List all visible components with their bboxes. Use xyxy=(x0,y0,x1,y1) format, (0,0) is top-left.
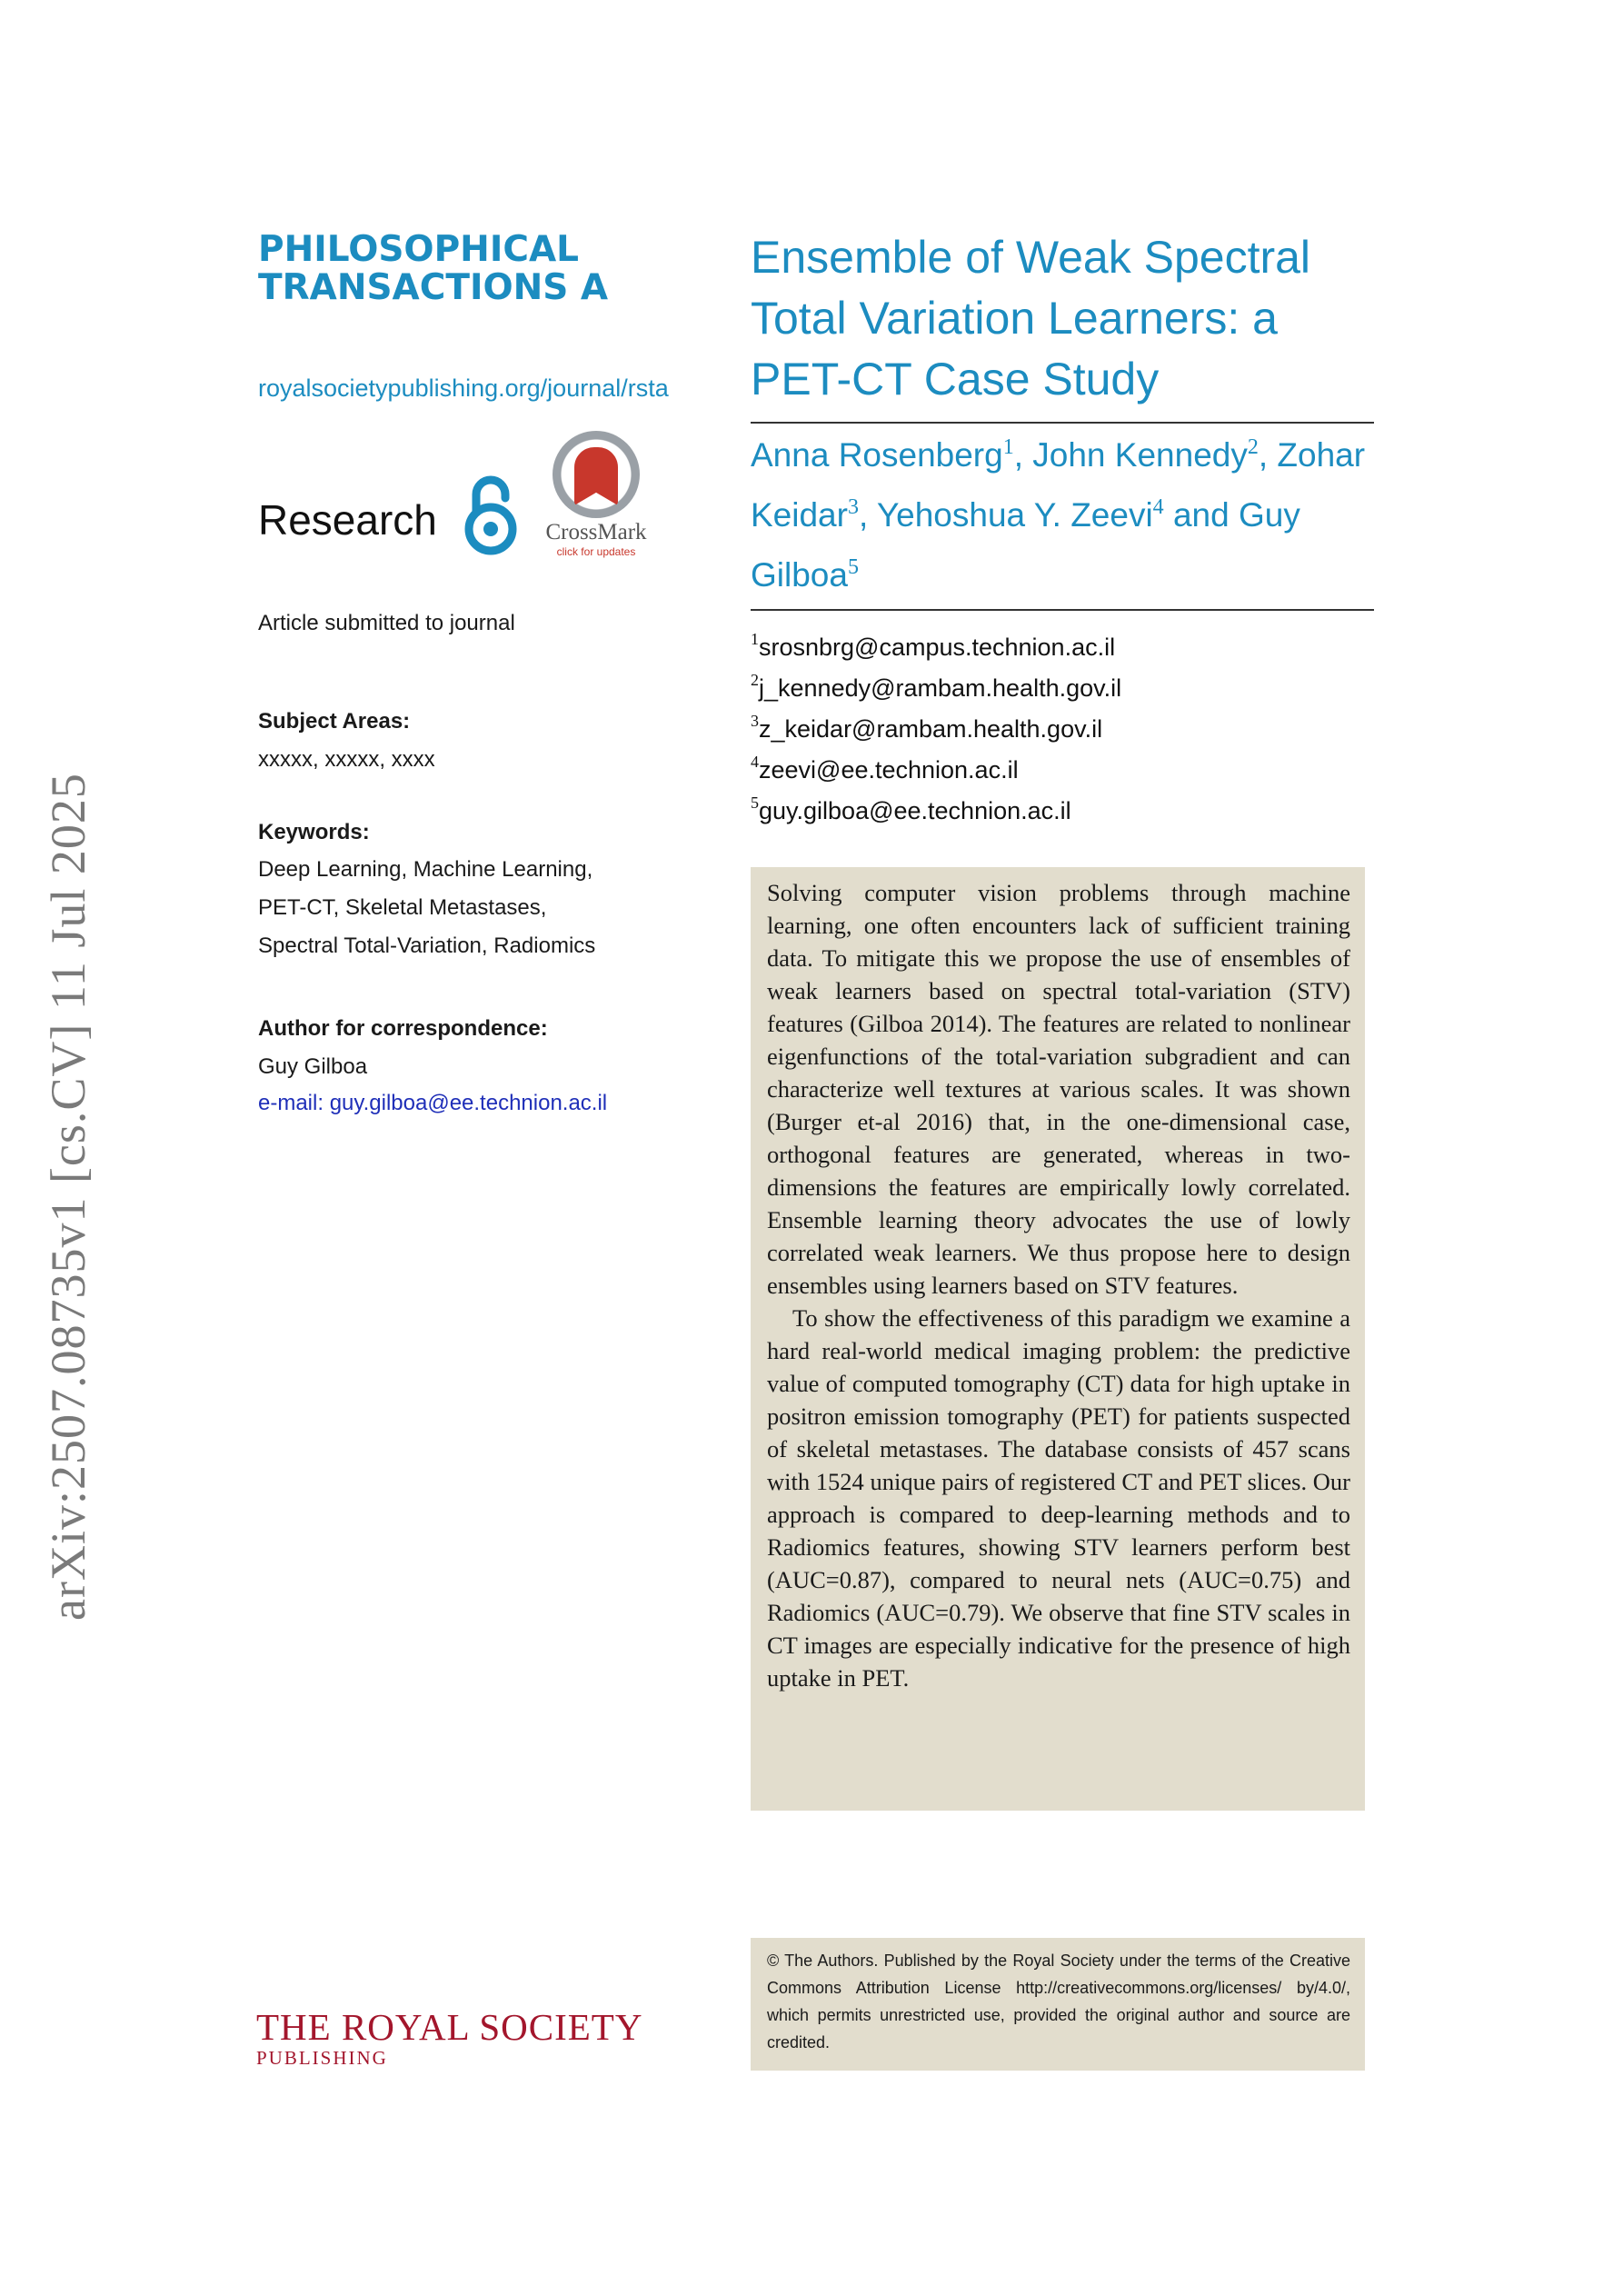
author-separator: , xyxy=(1013,436,1033,474)
author-line xyxy=(751,425,1387,485)
journal-name xyxy=(258,231,694,307)
email-list xyxy=(751,627,1121,832)
publisher-logo xyxy=(256,2007,642,2069)
email-item xyxy=(751,668,1121,709)
author-name: Yehoshua Y. Zeevi xyxy=(876,496,1153,534)
email-item xyxy=(751,709,1121,750)
author-list xyxy=(751,425,1387,605)
paper-title xyxy=(751,227,1387,410)
title-divider xyxy=(751,422,1374,424)
email-address[interactable]: j_kennedy@rambam.health.gov.il xyxy=(759,674,1122,702)
open-access-icon xyxy=(462,471,520,558)
subject-areas-values: xxxxx, xxxxx, xxxx xyxy=(258,747,435,772)
author-name: Anna Rosenberg xyxy=(751,436,1003,474)
journal-name-line1: PHILOSOPHICAL xyxy=(258,229,579,270)
correspondence-email xyxy=(258,1091,607,1116)
author-divider xyxy=(751,609,1374,611)
email-item xyxy=(751,791,1121,832)
author-name-part: Gilboa xyxy=(751,556,848,594)
license-text: © The Authors. Published by the Royal Society under the terms of the Creative Commons Attribution License http://creativecommons.org/licenses/ by/4.0/, which permits unrestricted use, provided the original author and source are credited. xyxy=(767,1952,1350,2051)
author-affiliation-mark: 3 xyxy=(847,495,859,519)
author-separator: , xyxy=(858,496,877,534)
author-name-part: Keidar xyxy=(751,496,848,534)
email-address[interactable]: z_keidar@rambam.health.gov.il xyxy=(759,715,1103,743)
publisher-name: THE ROYAL SOCIETY xyxy=(256,2006,643,2048)
author-name-part: Zohar xyxy=(1277,436,1366,474)
author-name: John Kennedy xyxy=(1032,436,1248,474)
author-line xyxy=(751,485,1387,545)
email-mark: 3 xyxy=(751,712,759,730)
author-affiliation-mark: 1 xyxy=(1002,435,1014,459)
author-separator: , xyxy=(1258,436,1278,474)
crossmark-sublabel: click for updates xyxy=(556,545,636,558)
email-mark: 2 xyxy=(751,671,759,689)
correspondence-heading: Author for correspondence: xyxy=(258,1016,548,1041)
submission-note: Article submitted to journal xyxy=(258,611,515,635)
publisher-subname: PUBLISHING xyxy=(256,2047,388,2069)
email-item xyxy=(751,750,1121,791)
email-mark: 5 xyxy=(751,794,759,812)
license-box xyxy=(751,1938,1365,2071)
subject-areas-heading: Subject Areas: xyxy=(258,709,411,734)
title-line: Ensemble of Weak Spectral xyxy=(751,232,1311,283)
author-and: and xyxy=(1163,496,1239,534)
keywords-line: PET-CT, Skeletal Metastases, xyxy=(258,895,547,920)
author-affiliation-mark: 2 xyxy=(1247,435,1259,459)
correspondence-name: Guy Gilboa xyxy=(258,1054,368,1079)
abstract-text xyxy=(767,876,1350,1694)
abstract-paragraph: Solving computer vision problems through machine learning, one often encounters lack of sufficient training data. To mitigate this we propose the use of ensembles of weak learners based on spectral total-variation (STV) features (Gilboa 2014). The features are related to nonlinear eigenfunctions of the total-variation subgradient and can characterize well textures at various scales. It was shown (Burger et-al 2016) that, in the one-dimensional case, orthogonal features are generated, whereas in two-dimensions the features are empirically lowly correlated. Ensemble learning theory advocates the use of lowly correlated weak learners. We thus propose here to design ensembles using learners based on STV features. xyxy=(767,879,1350,1299)
author-affiliation-mark: 5 xyxy=(847,555,859,579)
author-name-part: Guy xyxy=(1238,496,1300,534)
title-line: PET-CT Case Study xyxy=(751,354,1160,404)
keywords-line: Spectral Total-Variation, Radiomics xyxy=(258,933,596,958)
email-item xyxy=(751,627,1121,668)
keywords-list xyxy=(258,851,595,965)
abstract-box xyxy=(751,867,1365,1811)
email-address[interactable]: zeevi@ee.technion.ac.il xyxy=(759,756,1019,784)
email-mark: 1 xyxy=(751,630,759,648)
title-line: Total Variation Learners: a xyxy=(751,293,1278,344)
author-line xyxy=(751,545,1387,605)
email-label: e-mail: xyxy=(258,1091,330,1115)
keywords-line: Deep Learning, Machine Learning, xyxy=(258,857,593,882)
keywords-heading: Keywords: xyxy=(258,820,370,844)
author-affiliation-mark: 4 xyxy=(1152,495,1164,519)
email-address[interactable]: guy.gilboa@ee.technion.ac.il xyxy=(759,797,1071,824)
email-mark: 4 xyxy=(751,753,759,771)
arxiv-side-stamp: arXiv:2507.08735v1 [cs.CV] 11 Jul 2025 xyxy=(41,773,95,1621)
crossmark-label: CrossMark xyxy=(545,520,647,544)
journal-name-line2: TRANSACTIONS A xyxy=(258,267,609,308)
section-label: Research xyxy=(258,496,437,544)
journal-url-link[interactable]: royalsocietypublishing.org/journal/rsta xyxy=(258,374,669,402)
crossmark-badge[interactable] xyxy=(542,431,647,558)
email-address[interactable]: srosnbrg@campus.technion.ac.il xyxy=(759,634,1116,661)
abstract-paragraph: To show the effectiveness of this paradigm we examine a hard real-world medical imaging problem: the predictive value of computed tomography (CT) data for high uptake in positron emission tomography (PET) for patients suspected of skeletal metastases. The database consists of 457 scans with 1524 unique pairs of registered CT and PET slices. Our approach is compared to deep-learning methods and to Radiomics features, showing STV learners perform best (AUC=0.87), compared to neural nets (AUC=0.75) and Radiomics (AUC=0.79). We observe that fine STV scales in CT images are especially indicative for the presence of high uptake in PET. xyxy=(767,1304,1350,1692)
correspondence-email-link[interactable]: guy.gilboa@ee.technion.ac.il xyxy=(329,1091,608,1115)
